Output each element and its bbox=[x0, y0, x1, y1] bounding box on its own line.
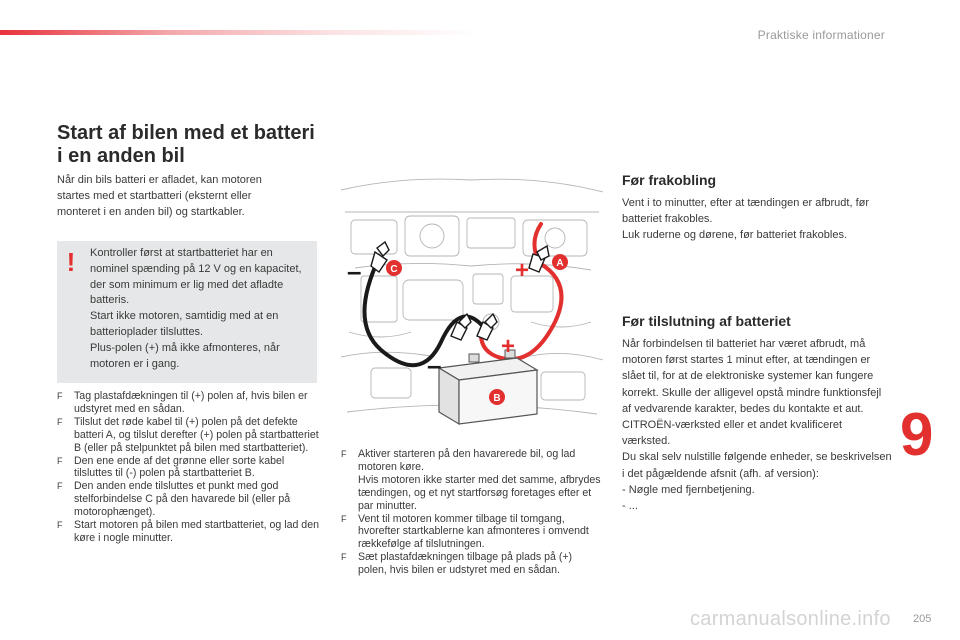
warning-line: Kontroller først at startbatteriet har en nominel spænding på 12 V og en kapacitet, der som minimum er lig med det afladte batteris. bbox=[90, 247, 302, 307]
exclamation-icon: ! bbox=[66, 247, 76, 277]
plus-sign: + bbox=[515, 257, 530, 284]
warning-line: Plus-polen (+) må ikke afmonteres, når motoren er i gang. bbox=[90, 341, 280, 370]
step-text: Den ene ende af det grønne eller sorte kabel tilsluttes til (-) polen på startbatteriet B. bbox=[74, 454, 285, 480]
list-item bbox=[57, 519, 319, 545]
step-text: Aktiver starteren på den havarerede bil, og lad motoren køre. Hvis motoren ikke starter med det samme, afbrydes tændingen, og et nyt startforsøg foretages efter et par minutter. bbox=[358, 448, 601, 512]
label-c: C bbox=[390, 264, 398, 275]
minus-sign: – bbox=[347, 256, 362, 286]
minus-sign: – bbox=[427, 350, 442, 380]
warning-box bbox=[57, 241, 317, 383]
bullet-icon: F bbox=[57, 391, 63, 401]
bullet-icon: F bbox=[57, 481, 63, 492]
list-item bbox=[341, 448, 603, 513]
bullet-icon: F bbox=[57, 455, 63, 466]
paragraph-before-disconnect: Vent i to minutter, efter at tændingen er afbrudt, før batteriet frakobles. Luk ruderne og dørene, før batteriet frakobles. bbox=[622, 197, 870, 242]
paragraph-before-connect: Når forbindelsen til batteriet har været afbrudt, må motoren først startes 1 minut efter, at tændingen er slået til, for at de elektroniske systemer kan fungere korrekt. Skulle der alligevel opstå mindre funktionsfejl af vedvarende karakter, bedes du kontakte et aut. CITROËN-værksted eller et andet kvalificeret værksted. Du skal selv nulstille følgende enheder, se beskrivelsen i det pågældende afsnit (afh. af version): - Nøgle med fjernbetjening. - ... bbox=[622, 338, 892, 513]
warning-text bbox=[90, 246, 312, 372]
bullet-icon: F bbox=[341, 449, 347, 459]
page-number: 205 bbox=[913, 613, 932, 625]
jump-start-illustration bbox=[341, 172, 603, 434]
list-item bbox=[341, 551, 603, 577]
bullet-icon: F bbox=[341, 513, 347, 524]
heading-before-disconnect: Før frakobling bbox=[622, 172, 717, 188]
step-text: Sæt plastafdækningen tilbage på plads på (+) polen, hvis bilen er udstyret med en sådan. bbox=[358, 551, 573, 577]
page-title-line-2: i en anden bil bbox=[57, 145, 185, 167]
list-item bbox=[57, 480, 319, 519]
list-item bbox=[57, 390, 319, 416]
step-text: Start motoren på bilen med startbatteriet, og lad den køre i nogle minutter. bbox=[74, 519, 319, 544]
warning-line: Start ikke motoren, samtidig med at en batterioplader tilsluttes. bbox=[90, 310, 279, 338]
step-text: Tag plastafdækningen til (+) polen af, hvis bilen er udstyret med en sådan. bbox=[74, 390, 308, 415]
bullet-icon: F bbox=[341, 552, 347, 563]
page-title-line-1: Start af bilen med et batteri bbox=[57, 122, 315, 144]
list-item bbox=[57, 455, 319, 481]
step-text: Vent til motoren kommer tilbage til tomgang, hvorefter startkablerne kan afmonteres i omvendt rækkefølge af tilslutningen. bbox=[358, 512, 589, 551]
watermark: carmanualsonline.info bbox=[690, 608, 891, 630]
step-text: Tilslut det røde kabel til (+) polen på det defekte batteri A, og tilslut derefter (+) polen på startbatteriet B (eller på stelpunktet på bilen med startbatteriet). bbox=[74, 415, 319, 454]
header-accent-bar bbox=[0, 30, 480, 35]
page-title bbox=[57, 122, 327, 168]
plus-sign: + bbox=[501, 333, 516, 360]
step-text: Den anden ende tilsluttes et punkt med god stelforbindelse C på den havarede bil (eller på motorophænget). bbox=[74, 480, 291, 519]
label-b: B bbox=[493, 393, 501, 404]
list-item bbox=[341, 513, 603, 552]
steps-list-left bbox=[57, 390, 319, 545]
steps-list-right bbox=[341, 448, 603, 577]
heading-before-connect: Før tilslutning af batteriet bbox=[622, 313, 791, 329]
bullet-icon: F bbox=[57, 416, 63, 427]
section-title: Praktiske informationer bbox=[757, 28, 885, 42]
list-item bbox=[57, 416, 319, 455]
intro-paragraph: Når din bils batteri er afladet, kan motoren startes med et startbatteri (eksternt eller monteret i en anden bil) og startkabler. bbox=[57, 174, 262, 218]
chapter-number: 9 bbox=[900, 401, 934, 468]
label-a: A bbox=[556, 258, 564, 269]
bullet-icon: F bbox=[57, 520, 63, 531]
